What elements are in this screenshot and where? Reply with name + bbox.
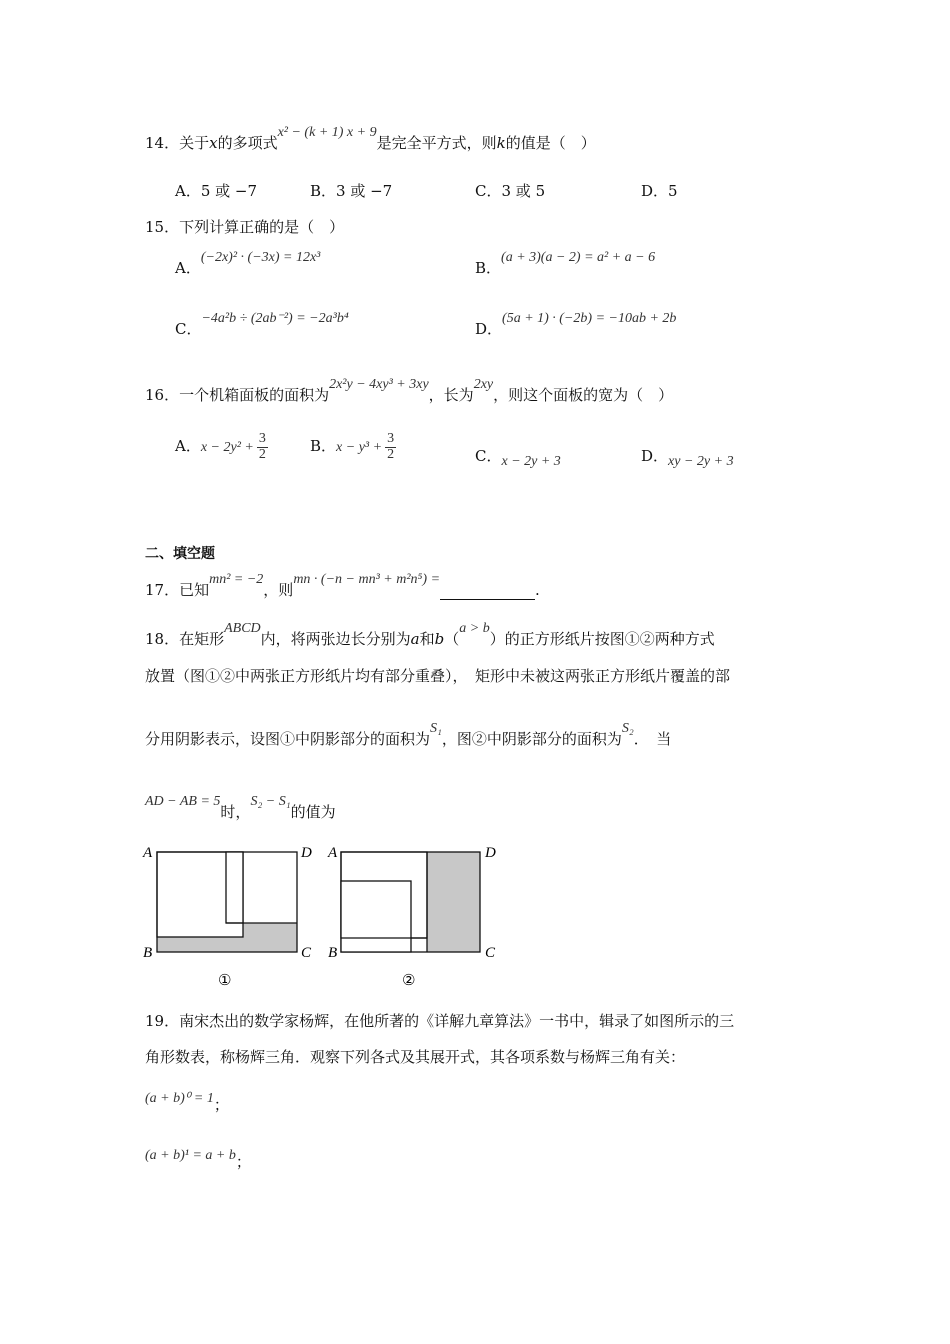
- fig1-label-d: D: [301, 845, 312, 861]
- fig1-label-c: C: [301, 945, 312, 961]
- q19-eq0: (a + b)⁰ = 1；: [145, 1091, 229, 1114]
- fig2-caption: ②: [402, 971, 416, 989]
- fig2-label-b: B: [328, 945, 338, 961]
- q16-option-b: B．x − y³ + $\frac{3}{2}$: [310, 431, 395, 462]
- q14-option-b: B．3 或 −7: [310, 182, 393, 200]
- q15-option-c: C．−4a²b ÷ (2ab⁻²) = −2a³b⁴: [175, 311, 349, 338]
- q17: 17．已知mn² = −2，则mn · (−n − mn³ + m²n⁵) =.: [145, 572, 540, 599]
- fig1-label-a: A: [143, 845, 153, 861]
- fig1-shade-bottom: [157, 937, 297, 952]
- q16-option-a: A．x − 2y² + $\frac{3}{2}$: [175, 431, 266, 462]
- fig1-square-b: [226, 852, 243, 923]
- fig1-caption: ①: [218, 971, 232, 989]
- q16-option-d: D．xy − 2y + 3: [641, 447, 734, 469]
- q16-option-c: C．x − 2y + 3: [475, 447, 561, 469]
- fig2-shade: [427, 852, 480, 952]
- q18-line4: AD − AB = 5时，S₂ − S₁的值为: [145, 794, 336, 821]
- q19-line2: 角形数表，称杨辉三角．观察下列各式及其展开式，其各项系数与杨辉三角有关：: [145, 1048, 686, 1066]
- fig1-label-b: B: [143, 945, 153, 961]
- q14-expression: x² − (k + 1) x + 9: [277, 125, 377, 140]
- q19-line1: 19．南宋杰出的数学家杨辉，在他所著的《详解九章算法》一书中，辑录了如图所示的三: [145, 1012, 735, 1030]
- answer-blank: [440, 583, 535, 600]
- q14-option-c: C．3 或 5: [475, 182, 546, 200]
- fig2-label-c: C: [485, 945, 496, 961]
- fig2-label-a: A: [328, 845, 338, 861]
- q19-eq1: (a + b)¹ = a + b；: [145, 1148, 251, 1171]
- q15-option-a: A．(−2x)² · (−3x) = 12x³: [175, 250, 321, 277]
- q18-line2: 放置（图①②中两张正方形纸片均有部分重叠）， 矩形中未被这两张正方形纸片覆盖的部: [145, 667, 731, 685]
- figure-2: [325, 838, 505, 990]
- q14-option-a: A．5 或 −7: [175, 182, 258, 200]
- q15-stem: 15．下列计算正确的是（ ）: [145, 218, 345, 236]
- section-title: 二、填空题: [145, 546, 215, 562]
- q14-option-d: D．5: [641, 182, 678, 200]
- fig2-label-d: D: [485, 845, 496, 861]
- fig1-shade-right: [243, 923, 297, 937]
- fig2-square-b: [341, 881, 411, 952]
- q18-line3: 分用阴影表示，设图①中阴影部分的面积为S₁，图②中阴影部分的面积为S₂． 当: [145, 721, 672, 748]
- figure-1: [140, 838, 320, 990]
- q14-stem: 14．关于x的多项式x² − (k + 1) x + 9是完全平方式，则k的值是（ ）: [145, 125, 596, 152]
- q18-line1: 18．在矩形ABCD内，将两张边长分别为a和b（a > b）的正方形纸片按图①②两种方式: [145, 621, 715, 648]
- q16-stem: 16．一个机箱面板的面积为2x²y − 4xy³ + 3xy，长为2xy，则这个面板的宽为（ ）: [145, 377, 674, 404]
- q15-option-b: B．(a + 3)(a − 2) = a² + a − 6: [475, 250, 656, 277]
- q15-option-d: D．(5a + 1) · (−2b) = −10ab + 2b: [475, 311, 677, 338]
